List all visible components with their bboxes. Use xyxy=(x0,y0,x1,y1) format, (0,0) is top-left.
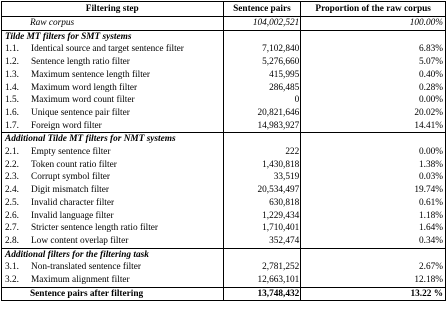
table-row xyxy=(2,197,446,210)
row-proportion: 14.41% xyxy=(301,120,446,133)
section-title-smt: Tilde MT filters for SMT systems xyxy=(2,30,224,43)
row-proportion: 2.67% xyxy=(301,261,446,274)
row-proportion: 20.02% xyxy=(301,107,446,120)
row-proportion: 6.83% xyxy=(301,43,446,56)
row-label: Foreign word filter xyxy=(31,120,102,131)
row-pairs: 286,485 xyxy=(223,82,301,95)
row-pairs: 1,430,818 xyxy=(223,159,301,172)
row-label: Maximum word length filter xyxy=(31,82,138,93)
row-proportion: 1.64% xyxy=(301,222,446,235)
row-pairs: 222 xyxy=(223,146,301,159)
row-label: Identical source and target sentence filter xyxy=(31,44,184,55)
total-pairs: 13,748,432 xyxy=(223,287,301,301)
row-label: Unique sentence pair filter xyxy=(31,107,130,118)
row-number: 2.2. xyxy=(5,159,19,170)
raw-corpus-row xyxy=(2,17,446,31)
table-row xyxy=(2,69,446,82)
row-label: Sentence length ratio filter xyxy=(31,57,130,68)
section-title-filtering-task: Additional filters for the filtering task xyxy=(2,248,224,261)
row-pairs: 352,474 xyxy=(223,235,301,248)
table-row xyxy=(2,107,446,120)
table-row xyxy=(2,171,446,184)
row-proportion: 19.74% xyxy=(301,184,446,197)
table-row xyxy=(2,274,446,287)
row-proportion: 0.40% xyxy=(301,69,446,82)
row-pairs: 1,229,434 xyxy=(223,210,301,223)
table-row xyxy=(2,120,446,133)
raw-corpus-label: Raw corpus xyxy=(2,17,224,31)
row-number: 1.5. xyxy=(5,95,19,106)
row-number: 3.1. xyxy=(5,262,19,273)
row-proportion: 5.07% xyxy=(301,56,446,69)
row-proportion: 0.03% xyxy=(301,171,446,184)
row-pairs: 33,519 xyxy=(223,171,301,184)
total-proportion: 13.22 % xyxy=(301,287,446,301)
row-number: 2.7. xyxy=(5,223,19,234)
header-proportion: Proportion of the raw corpus xyxy=(301,2,446,17)
row-pairs: 415,995 xyxy=(223,69,301,82)
row-pairs: 1,710,401 xyxy=(223,222,301,235)
row-label: Empty sentence filter xyxy=(31,147,111,158)
row-pairs: 14,983,927 xyxy=(223,120,301,133)
row-proportion: 0.61% xyxy=(301,197,446,210)
row-number: 2.8. xyxy=(5,235,19,246)
row-number: 3.2. xyxy=(5,275,19,286)
row-label: Non-translated sentence filter xyxy=(31,262,141,273)
row-number: 1.2. xyxy=(5,57,19,68)
section-title-row xyxy=(2,30,446,43)
header-sentence-pairs: Sentence pairs xyxy=(223,2,301,17)
row-label: Maximum sentence length filter xyxy=(31,69,151,80)
table-row xyxy=(2,261,446,274)
row-pairs: 12,663,101 xyxy=(223,274,301,287)
row-number: 1.4. xyxy=(5,82,19,93)
row-number: 2.1. xyxy=(5,147,19,158)
row-label: Stricter sentence length ratio filter xyxy=(31,223,159,234)
row-pairs: 20,821,646 xyxy=(223,107,301,120)
header-filtering-step: Filtering step xyxy=(2,2,224,17)
row-number: 2.6. xyxy=(5,210,19,221)
row-proportion: 1.38% xyxy=(301,159,446,172)
table-row xyxy=(2,235,446,248)
row-number: 1.7. xyxy=(5,120,19,131)
row-pairs: 5,276,660 xyxy=(223,56,301,69)
row-pairs: 0 xyxy=(223,94,301,107)
table-row xyxy=(2,94,446,107)
row-proportion: 0.28% xyxy=(301,82,446,95)
table-row xyxy=(2,184,446,197)
row-proportion: 12.18% xyxy=(301,274,446,287)
table-row xyxy=(2,222,446,235)
row-pairs: 630,818 xyxy=(223,197,301,210)
row-number: 1.6. xyxy=(5,107,19,118)
row-pairs: 2,781,252 xyxy=(223,261,301,274)
raw-corpus-pairs: 104,002,521 xyxy=(223,17,301,31)
table-row xyxy=(2,56,446,69)
section-title-row xyxy=(2,248,446,261)
table-row xyxy=(2,159,446,172)
table-row xyxy=(2,146,446,159)
table-row xyxy=(2,82,446,95)
table-header-row xyxy=(2,2,446,17)
row-number: 2.5. xyxy=(5,197,19,208)
row-label: Digit mismatch filter xyxy=(31,185,109,196)
row-number: 2.4. xyxy=(5,185,19,196)
table-row xyxy=(2,210,446,223)
section-title-nmt: Additional Tilde MT filters for NMT systems xyxy=(2,133,224,146)
raw-corpus-proportion: 100.00% xyxy=(301,17,446,31)
row-label: Maximum alignment filter xyxy=(31,275,130,286)
row-pairs: 20,534,497 xyxy=(223,184,301,197)
row-number: 2.3. xyxy=(5,172,19,183)
row-label: Maximum word count filter xyxy=(31,95,135,106)
row-pairs: 7,102,840 xyxy=(223,43,301,56)
row-label: Token count ratio filter xyxy=(31,159,117,170)
row-label: Invalid language filter xyxy=(31,210,114,221)
row-number: 1.1. xyxy=(5,44,19,55)
row-proportion: 0.34% xyxy=(301,235,446,248)
row-label: Invalid character filter xyxy=(31,197,115,208)
total-row xyxy=(2,287,446,301)
row-number: 1.3. xyxy=(5,69,19,80)
row-label: Corrupt symbol filter xyxy=(31,172,111,183)
filtering-table xyxy=(1,1,446,301)
row-proportion: 1.18% xyxy=(301,210,446,223)
row-label: Low content overlap filter xyxy=(31,235,129,246)
row-proportion: 0.00% xyxy=(301,146,446,159)
section-title-row xyxy=(2,133,446,146)
row-proportion: 0.00% xyxy=(301,94,446,107)
table-row xyxy=(2,43,446,56)
total-label: Sentence pairs after filtering xyxy=(2,287,224,301)
